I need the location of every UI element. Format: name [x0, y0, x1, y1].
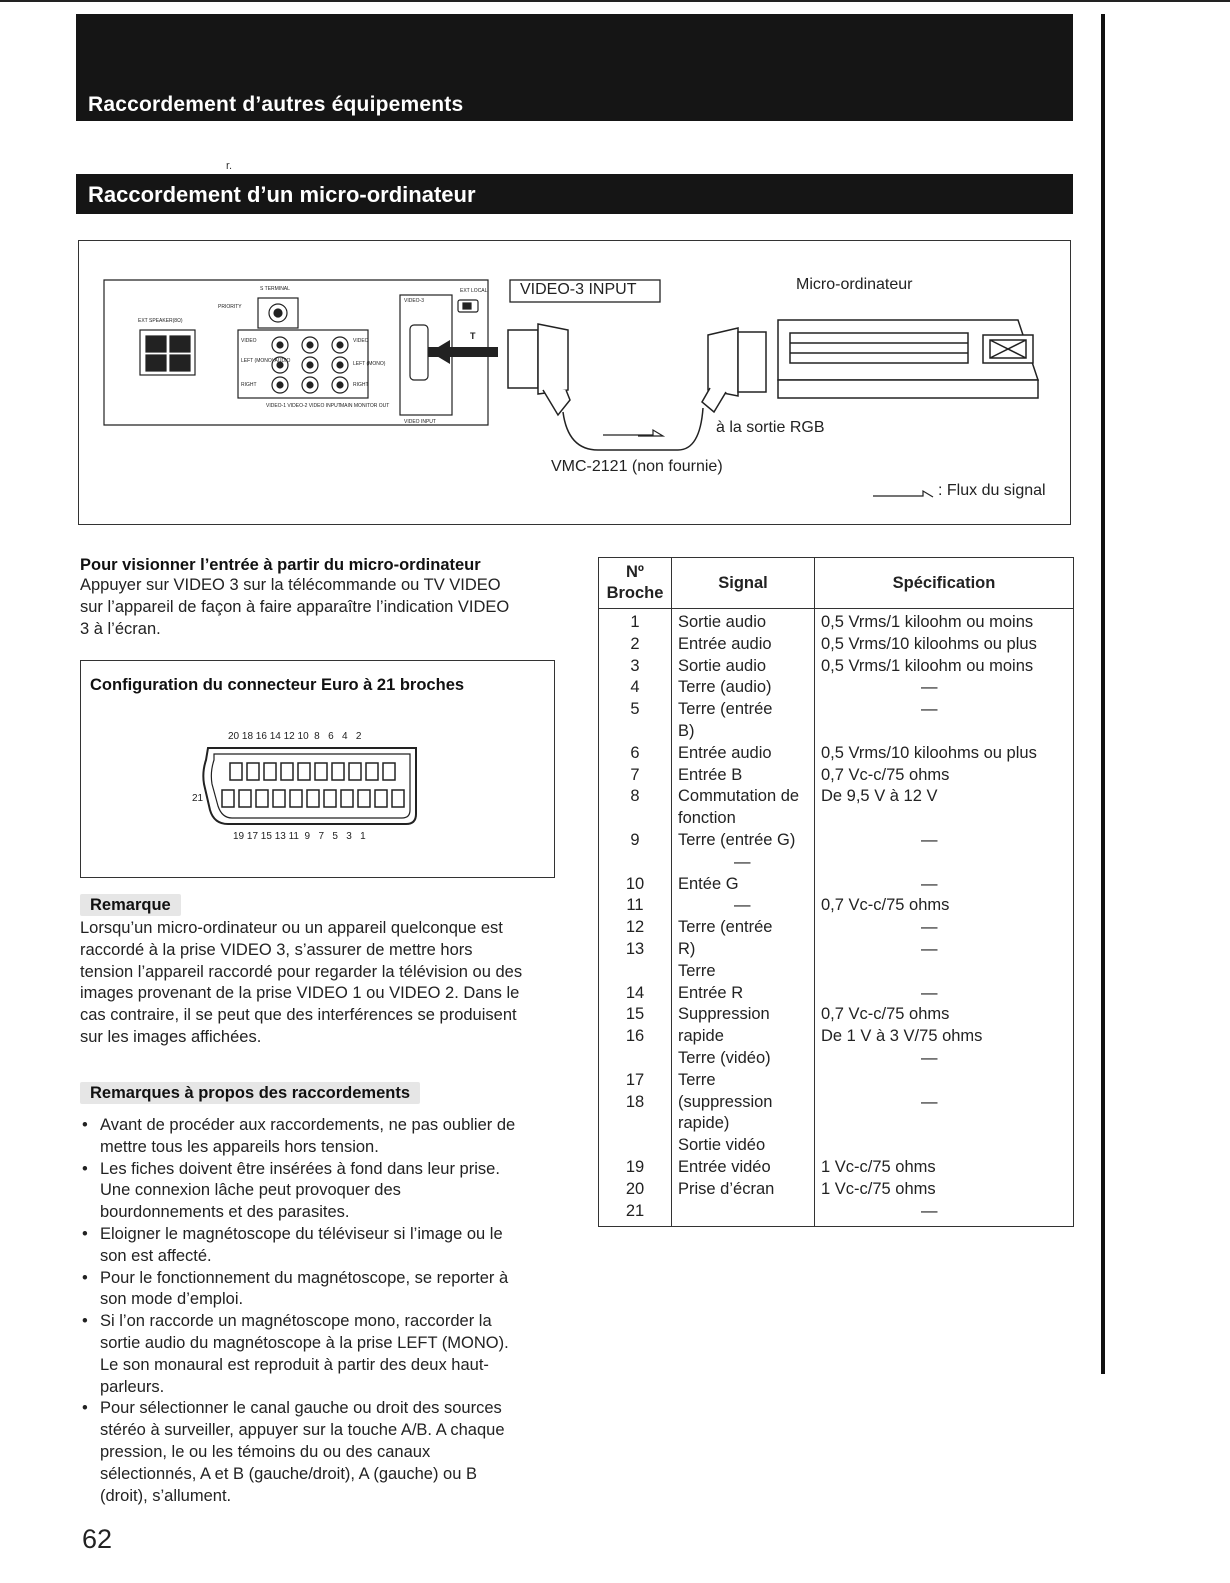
list-item-line: • Pour le fonctionnement du magnétoscope, se reporter à [100, 1268, 509, 1287]
pin-number-cell: 15 [625, 1005, 645, 1024]
pin-number-cell: 11 [626, 896, 644, 915]
scart-plug-left [508, 324, 570, 415]
list-item-line: Le son monaural est reproduit à partir des deux haut- [100, 1355, 489, 1374]
spec-cell: — [921, 939, 938, 958]
spec-cell: 0,5 Vrms/10 kiloohms ou plus [821, 634, 1037, 653]
list-item-line: stéréo à surveiller, appuyer sur la touche A/B. A chaque [100, 1421, 505, 1440]
signal-flow-label: : Flux du signal [938, 482, 1046, 499]
spec-cell [821, 721, 1067, 743]
spec-cell: — [921, 830, 938, 849]
signal-cell: Entrée audio [678, 743, 772, 762]
panel-video-input-label: VIDEO INPUT [404, 419, 436, 425]
pin-number-cell: 9 [630, 830, 640, 849]
panel-right-right-label: RIGHT [353, 382, 369, 388]
pin-number-cell: 14 [625, 983, 645, 1002]
spec-cell: — [921, 1201, 938, 1220]
right-margin-bar [1101, 14, 1105, 1374]
panel-ext-local-label: EXT LOCAL [460, 288, 488, 294]
page-number: 62 [82, 1524, 113, 1554]
connection-notes-list [80, 1115, 560, 1507]
spec-column [815, 609, 1074, 1227]
pin-number-cell: 6 [630, 743, 640, 762]
col-header-spec: Spécification [815, 558, 1074, 609]
connection-notes-heading: Remarques à propos des raccordements [80, 1082, 420, 1104]
spec-cell: — [921, 918, 938, 937]
spec-cell: — [921, 1048, 938, 1067]
pin-number-cell: 10 [625, 874, 645, 893]
pin-number-cell: 3 [630, 656, 640, 675]
remark-line: raccordé à la prise VIDEO 3, s’assurer de mettre hors [80, 940, 473, 959]
list-item-line: son mode d’emploi. [100, 1290, 244, 1309]
input-arrow-head [430, 340, 450, 364]
video3-input-label: VIDEO-3 INPUT [520, 281, 637, 298]
pin-number-cell: 21 [625, 1201, 645, 1220]
viewing-line: Appuyer sur VIDEO 3 sur la télécommande ou TV VIDEO [80, 576, 501, 594]
scart-plug-right [702, 328, 766, 412]
spec-cell [821, 1135, 1067, 1157]
pin-number-cell: 5 [630, 700, 640, 719]
remark-line: sur les images affichées. [80, 1027, 262, 1046]
signal-cell: Commutation de [678, 787, 800, 806]
remark-line: Lorsqu’un micro-ordinateur ou un appareil quelconque est [80, 919, 503, 937]
pin-number-cell: 16 [625, 1027, 645, 1046]
signal-cell: Terre (entrée G) [678, 830, 796, 849]
signal-cell: Entrée R [678, 983, 744, 1002]
viewing-heading: Pour visionner l’entrée à partir du micro-ordinateur [80, 556, 481, 574]
list-item-line: pression, le ou les témoins du ou des canaux [100, 1442, 431, 1461]
computer-label: Micro-ordinateur [796, 276, 913, 293]
list-item-line: son est affecté. [100, 1246, 212, 1265]
signal-cell: — [734, 852, 751, 871]
euro-connector-drawing [200, 744, 425, 829]
signal-cell: Terre (vidéo) [678, 1048, 771, 1067]
signal-cell: Terre [678, 961, 716, 980]
list-item [80, 1159, 560, 1224]
list-item-line: Une connexion lâche peut provoquer des [100, 1181, 401, 1200]
panel-ext-speaker-label: EXT SPEAKER(8Ω) [138, 318, 183, 324]
list-item-line: sortie audio du magnétoscope à la prise LEFT (MONO). [100, 1333, 509, 1352]
cable-flow-arrow [603, 430, 663, 436]
pin-number-cell [605, 1113, 665, 1135]
signal-cell: B) [678, 721, 695, 740]
signal-cell: Sortie audio [678, 656, 767, 675]
signal-cell: Entrée vidéo [678, 1157, 771, 1176]
spec-cell: 0,5 Vrms/1 kiloohm ou moins [821, 656, 1034, 675]
list-item-line: (droit), s’allument. [100, 1486, 232, 1505]
spec-cell: 0,7 Vc-c/75 ohms [821, 896, 950, 915]
list-item-line: sélectionnés, A et B (gauche/droit), A (gauche) ou B [100, 1464, 477, 1483]
panel-t-mark: T [470, 331, 476, 341]
signal-cell: Sortie vidéo [678, 1136, 766, 1155]
signal-cell: Terre (audio) [678, 678, 772, 697]
remark-heading: Remarque [80, 894, 181, 916]
pin-spec-table [598, 557, 1074, 1227]
spec-cell [821, 1070, 1067, 1092]
signal-cell: Terre (entrée [678, 700, 773, 719]
list-item-line: mettre tous les appareils hors tension. [100, 1137, 379, 1156]
table-header-row [599, 558, 1074, 609]
list-item-line: • Eloigner le magnétoscope du téléviseur si l’image ou le [100, 1224, 503, 1243]
spec-cell: De 9,5 V à 12 V [821, 787, 938, 806]
panel-monitor-out-label: MAIN MONITOR OUT [340, 403, 390, 409]
signal-cell [678, 1201, 808, 1223]
spec-cell [821, 808, 1067, 830]
pin-number-cell: 12 [625, 918, 645, 937]
panel-priority-label: PRIORITY [218, 304, 242, 310]
spec-cell: 0,5 Vrms/10 kiloohms ou plus [821, 743, 1037, 762]
pin-number-cell: 8 [630, 787, 640, 806]
remark-section [80, 896, 560, 1049]
remark-line: tension l’appareil raccordé pour regarder la télévision ou des [80, 962, 523, 981]
signal-cell: rapide [678, 1027, 724, 1046]
spec-cell: 1 Vc-c/75 ohms [821, 1179, 936, 1198]
pin-number-cell: 18 [625, 1092, 645, 1111]
spec-cell: — [921, 700, 938, 719]
signal-cell: R) [678, 939, 696, 958]
spec-cell: 1 Vc-c/75 ohms [821, 1157, 936, 1176]
pin-number-cell [605, 961, 665, 983]
panel-s-terminal-label: S TERMINAL [260, 286, 290, 292]
pin-number-cell [605, 721, 665, 743]
signal-cell: Suppression [678, 1005, 770, 1024]
pin-number-cell: 19 [625, 1157, 645, 1176]
pin-number-cell: 20 [625, 1179, 645, 1198]
spec-cell [821, 961, 1067, 983]
signal-cell: Terre (entrée [678, 918, 773, 937]
signal-cell: rapide) [678, 1114, 730, 1133]
col-header-pin [599, 558, 672, 609]
pin-number-cell [605, 1135, 665, 1157]
signal-cell: Terre [678, 1070, 716, 1089]
cable-label: VMC-2121 (non fournie) [551, 458, 723, 475]
remark-line: images provenant de la prise VIDEO 1 ou VIDEO 2. Dans le [80, 984, 520, 1003]
spec-cell: 0,7 Vc-c/75 ohms [821, 765, 950, 784]
pin-number-cell: 7 [630, 765, 640, 784]
list-item-line: • Pour sélectionner le canal gauche ou droit des sources [100, 1399, 502, 1418]
euro-connector-heading: Configuration du connecteur Euro à 21 broches [90, 676, 465, 694]
euro-bottom-pin-numbers: 19 17 15 13 11 9 7 5 3 1 [233, 831, 366, 842]
micro-computer [778, 320, 1038, 398]
spec-cell: 0,5 Vrms/1 kiloohm ou moins [821, 613, 1034, 631]
spec-cell: — [921, 678, 938, 697]
signal-cell: (suppression [678, 1092, 773, 1111]
euro-pin-21-number: 21 [192, 793, 204, 804]
top-rule [0, 0, 1230, 2]
signal-flow-legend-arrow [873, 491, 933, 497]
pin-number-cell: 4 [630, 678, 640, 697]
spec-cell: 0,7 Vc-c/75 ohms [821, 1005, 950, 1024]
pin-number-cell [605, 852, 665, 874]
signal-cell: fonction [678, 809, 736, 828]
signal-column [672, 609, 815, 1227]
pin-number-column [599, 609, 672, 1227]
list-item-line: • Si l’on raccorde un magnétoscope mono, raccorder la [100, 1312, 492, 1331]
panel-video-label: VIDEO [241, 338, 257, 344]
euro-top-pin-numbers: 20 18 16 14 12 10 8 6 4 2 [228, 731, 362, 742]
section-title: Raccordement d’autres équipements [88, 93, 464, 116]
panel-left-audio-label: LEFT (MONO) AUDIO [241, 358, 291, 364]
signal-cell: Entrée audio [678, 634, 772, 653]
col-header-pin-line: Nº [626, 563, 644, 581]
spec-cell: — [921, 1092, 938, 1111]
subsection-title: Raccordement d’un micro-ordinateur [88, 182, 476, 207]
spec-cell: — [921, 874, 938, 893]
spec-cell [821, 1113, 1067, 1135]
pin-number-cell: 2 [630, 634, 640, 653]
remark-line: cas contraire, il se peut que des interférences se produisent [80, 1006, 517, 1025]
list-item-line: • Avant de procéder aux raccordements, ne pas oublier de [100, 1116, 516, 1134]
viewing-line: 3 à l’écran. [80, 619, 161, 638]
list-item-line: • Les fiches doivent être insérées à fond dans leur prise. [100, 1159, 500, 1178]
rgb-output-label: à la sortie RGB [716, 419, 825, 436]
pin-number-cell: 17 [625, 1070, 645, 1089]
spec-cell [821, 852, 1067, 874]
panel-video-inputs-label: VIDEO-1 VIDEO-2 VIDEO INPUT [266, 403, 341, 409]
col-header-signal: Signal [672, 558, 815, 609]
cable-line [563, 408, 703, 450]
panel-right-label: RIGHT [241, 382, 257, 388]
stray-mark: r. [226, 160, 233, 172]
pin-number-cell [605, 808, 665, 830]
signal-cell: Entée G [678, 874, 739, 893]
list-item-line: parleurs. [100, 1377, 165, 1396]
list-item [80, 1268, 560, 1312]
col-header-pin-line: Broche [606, 584, 664, 602]
list-item-line: bourdonnements et des parasites. [100, 1203, 350, 1222]
viewing-line: sur l’appareil de façon à faire apparaître l’indication VIDEO [80, 597, 510, 616]
list-item [80, 1115, 560, 1159]
panel-video3-label: VIDEO-3 [404, 298, 425, 304]
panel-video-right-label: VIDEO [353, 338, 369, 344]
viewing-section [80, 556, 560, 640]
signal-cell: Prise d’écran [678, 1179, 775, 1198]
pin-number-cell [605, 1048, 665, 1070]
signal-cell: — [734, 896, 751, 915]
list-item [80, 1224, 560, 1268]
connection-notes-section [80, 1084, 560, 1507]
list-item [80, 1311, 560, 1398]
list-item [80, 1398, 560, 1507]
signal-cell: Entrée B [678, 765, 743, 784]
spec-cell: De 1 V à 3 V/75 ohms [821, 1027, 983, 1046]
pin-number-cell: 13 [625, 939, 645, 958]
table-row [599, 609, 1074, 1227]
pin-number-cell: 1 [630, 613, 640, 631]
panel-left-mono-label: LEFT (MONO) [353, 361, 386, 367]
spec-cell: — [921, 983, 938, 1002]
signal-cell: Sortie audio [678, 613, 767, 631]
